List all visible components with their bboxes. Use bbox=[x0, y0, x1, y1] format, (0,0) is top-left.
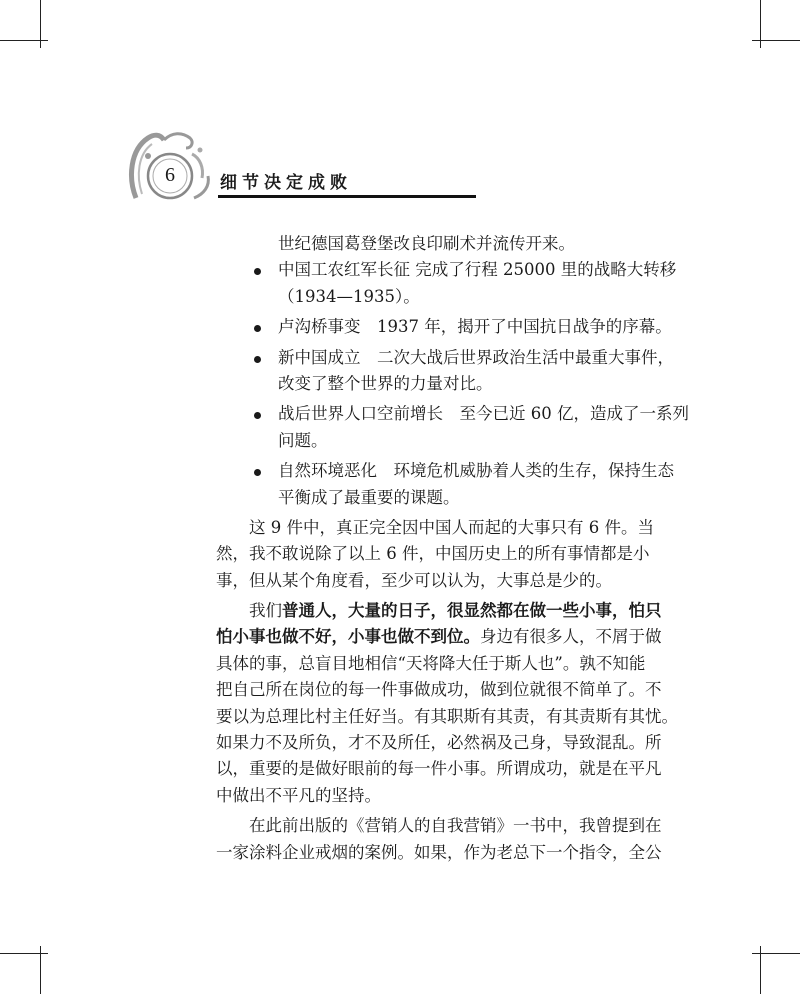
bullet-dot-icon bbox=[254, 325, 261, 332]
paragraph-line: 以，重要的是做好眼前的每一件小事。所谓成功，就是在平凡 bbox=[216, 759, 662, 779]
bullet-item bbox=[216, 345, 674, 398]
continuation-line: 世纪德国葛登堡改良印刷术并流传开来。 bbox=[278, 234, 575, 253]
paragraph-line: 在此前出版的《营销人的自我营销》一书中，我曾提到在 bbox=[249, 816, 662, 836]
paragraph-line: 把自己所在岗位的每一件事做成功，做到位就很不简单了。不 bbox=[216, 680, 662, 700]
bullet-list bbox=[216, 257, 689, 511]
bullet-item bbox=[216, 314, 672, 340]
paragraph-line: 具体的事，总盲目地相信“天将降大任于斯人也”。孰不知能 bbox=[216, 653, 646, 673]
paragraph-line: 一家涂料企业戒烟的案例。如果，作为老总下一个指令，全公 bbox=[216, 842, 662, 862]
bullet-item bbox=[216, 257, 677, 310]
crop-mark bbox=[752, 40, 800, 41]
paragraph bbox=[216, 598, 678, 809]
text-span: 身边有很多人，不屑于做 bbox=[480, 627, 662, 647]
emphasis-text: 普通人，大量的日子，很显然都在做一些小事，怕只 bbox=[282, 601, 662, 621]
paragraph-line: 事，但从某个角度看，至少可以认为，大事总是少的。 bbox=[216, 570, 612, 590]
bullet-dot-icon bbox=[254, 356, 261, 363]
crop-mark bbox=[0, 953, 48, 954]
bullet-line: 平衡成了最重要的课题。 bbox=[278, 487, 460, 507]
bullet-line: 新中国成立 二次大战后世界政治生活中最重大事件， bbox=[278, 347, 674, 367]
crop-mark bbox=[752, 953, 800, 954]
paragraph-line: 要以为总理比村主任好当。有其职斯有其责，有其责斯有其忧。 bbox=[216, 706, 678, 726]
page-number: 6 bbox=[165, 164, 175, 186]
header-rule bbox=[218, 195, 476, 198]
bullet-line: 卢沟桥事变 1937 年，揭开了中国抗日战争的序幕。 bbox=[278, 317, 672, 337]
crop-mark bbox=[0, 40, 48, 41]
bullet-line: 自然环境恶化 环境危机威胁着人类的生存，保持生态 bbox=[278, 461, 674, 481]
paragraph-line: 这 9 件中，真正完全因中国人而起的大事只有 6 件。当 bbox=[249, 517, 654, 537]
emphasis-text: 怕小事也做不好，小事也做不到位。 bbox=[216, 627, 480, 647]
bullet-line: 问题。 bbox=[278, 430, 328, 450]
paragraph-line: 然，我不敢说除了以上 6 件，中国历史上的所有事情都是小 bbox=[216, 544, 650, 564]
bullet-item bbox=[216, 401, 689, 454]
bullet-line: 中国工农红军长征 完成了行程 25000 里的战略大转移 bbox=[278, 260, 677, 280]
bullet-item bbox=[216, 458, 674, 511]
bullet-line: （1934—1935）。 bbox=[278, 286, 420, 306]
bullet-dot-icon bbox=[254, 268, 261, 275]
paragraph-line bbox=[216, 598, 662, 624]
running-title: 细节决定成败 bbox=[220, 173, 352, 193]
text-span: 我们 bbox=[249, 601, 282, 621]
page-header bbox=[120, 128, 360, 208]
paragraph-line: 中做出不平凡的坚持。 bbox=[216, 785, 381, 805]
body-text bbox=[216, 231, 689, 866]
bullet-line: 改变了整个世界的力量对比。 bbox=[278, 373, 493, 393]
paragraph bbox=[216, 813, 662, 866]
bullet-line: 战后世界人口空前增长 至今已近 60 亿，造成了一系列 bbox=[278, 404, 689, 424]
bullet-dot-icon bbox=[254, 469, 261, 476]
bullet-dot-icon bbox=[254, 412, 261, 419]
paragraph bbox=[216, 515, 654, 594]
paragraph-line bbox=[216, 624, 662, 650]
paragraph-line: 如果力不及所负，才不及所任，必然祸及己身，导致混乱。所 bbox=[216, 733, 662, 753]
